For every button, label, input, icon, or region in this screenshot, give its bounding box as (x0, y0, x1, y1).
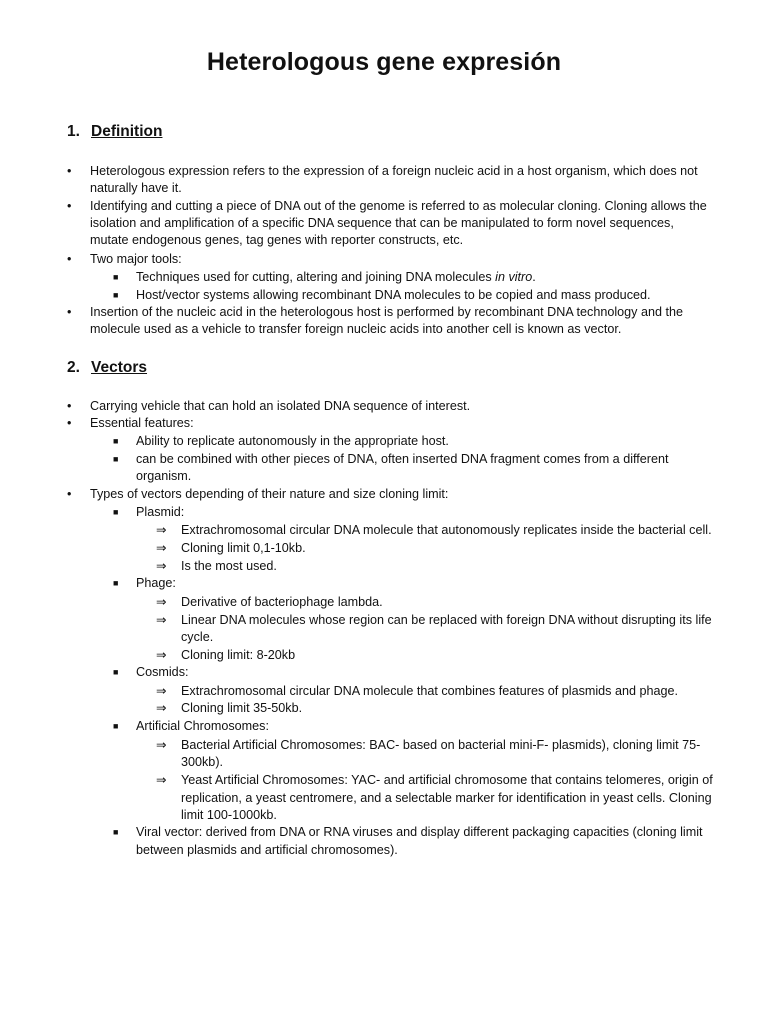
square-bullet-marker: ■ (113, 578, 119, 588)
section-number: 1. (67, 123, 80, 140)
yac-line-3: limit 100-1000kb. (181, 808, 277, 822)
artificial-chromosomes-label: Artificial Chromosomes: (136, 719, 269, 733)
bullet-marker: • (67, 399, 72, 413)
vectors-bullet-2-line-1: Essential features: (90, 416, 194, 430)
square-bullet-marker: ■ (113, 507, 119, 517)
tools-item-1-emphasis: in vitro (495, 270, 533, 284)
plasmid-item-2: Cloning limit 0,1-10kb. (181, 541, 306, 555)
definition-bullet-3-line-1: Two major tools: (90, 252, 182, 266)
phage-item-1: Derivative of bacteriophage lambda. (181, 595, 383, 609)
bac-line-2: 300kb). (181, 755, 224, 769)
section-title: Vectors (91, 359, 148, 376)
section-title: Definition (91, 123, 163, 140)
feature-item-2-line-1: can be combined with other pieces of DNA, often inserted DNA fragment comes from a different (136, 452, 669, 466)
arrow-marker: ⇒ (156, 559, 167, 573)
arrow-marker: ⇒ (156, 648, 167, 662)
tools-item-1-text: Techniques used for cutting, altering and joining DNA molecules (136, 270, 496, 284)
bullet-marker: • (67, 199, 72, 213)
definition-bullet-2-line-2: isolation and amplification of a specific DNA sequence that can be manipulated to form novel sequences, (90, 216, 674, 230)
feature-item-1: Ability to replicate autonomously in the appropriate host. (136, 434, 449, 448)
arrow-marker: ⇒ (156, 701, 167, 715)
bullet-marker: • (67, 252, 72, 266)
bullet-marker: • (67, 487, 72, 501)
arrow-marker: ⇒ (156, 613, 167, 627)
tools-item-1 (136, 269, 536, 286)
viral-vector-line-1: Viral vector: derived from DNA or RNA viruses and display different packaging capacities (cloning limit (136, 825, 703, 839)
definition-bullet-2-line-3: mutate endogenous genes, tag genes with reporter constructs, etc. (90, 233, 464, 247)
square-bullet-marker: ■ (113, 667, 119, 677)
square-bullet-marker: ■ (113, 290, 119, 300)
phage-item-2-line-1: Linear DNA molecules whose region can be replaced with foreign DNA without disrupting its life (181, 613, 712, 627)
bac-line-1: Bacterial Artificial Chromosomes: BAC- based on bacterial mini-F- plasmids), cloning limit 75- (181, 738, 701, 752)
plasmid-item-3: Is the most used. (181, 559, 277, 573)
yac-line-2: replication, a yeast centromere, and a selectable marker for identification in yeast cells. Cloning (181, 791, 712, 805)
arrow-marker: ⇒ (156, 684, 167, 698)
square-bullet-marker: ■ (113, 436, 119, 446)
bullet-marker: • (67, 305, 72, 319)
arrow-marker: ⇒ (156, 523, 167, 537)
page-title: Heterologous gene expresión (206, 48, 562, 76)
section-number: 2. (67, 359, 80, 376)
definition-bullet-1-line-2: naturally have it. (90, 181, 182, 195)
plasmid-label: Plasmid: (136, 505, 185, 519)
feature-item-2-line-2: organism. (136, 469, 192, 483)
cosmids-item-1: Extrachromosomal circular DNA molecule that combines features of plasmids and phage. (181, 684, 678, 698)
phage-item-3: Cloning limit: 8-20kb (181, 648, 296, 662)
bullet-marker: • (67, 164, 72, 178)
square-bullet-marker: ■ (113, 721, 119, 731)
cosmids-item-2: Cloning limit 35-50kb. (181, 701, 303, 715)
arrow-marker: ⇒ (156, 595, 167, 609)
cosmids-label: Cosmids: (136, 665, 189, 679)
section-heading-vectors (67, 359, 147, 377)
phage-label: Phage: (136, 576, 176, 590)
plasmid-item-1: Extrachromosomal circular DNA molecule that autonomously replicates inside the bacterial cell. (181, 523, 712, 537)
definition-bullet-1-line-1: Heterologous expression refers to the expression of a foreign nucleic acid in a host organism, which does not (90, 164, 698, 178)
tools-item-2: Host/vector systems allowing recombinant DNA molecules to be copied and mass produced. (136, 288, 651, 302)
square-bullet-marker: ■ (113, 827, 119, 837)
phage-item-2-line-2: cycle. (181, 630, 214, 644)
bullet-marker: • (67, 416, 72, 430)
arrow-marker: ⇒ (156, 541, 167, 555)
definition-bullet-4-line-1: Insertion of the nucleic acid in the heterologous host is performed by recombinant DNA technology and the (90, 305, 683, 319)
vectors-bullet-1: Carrying vehicle that can hold an isolated DNA sequence of interest. (90, 399, 471, 413)
definition-bullet-4-line-2: molecule used as a vehicle to transfer foreign nucleic acids into another cell is known as vector. (90, 322, 622, 336)
section-heading-definition (67, 123, 162, 141)
square-bullet-marker: ■ (113, 272, 119, 282)
square-bullet-marker: ■ (113, 454, 119, 464)
yac-line-1: Yeast Artificial Chromosomes: YAC- and artificial chromosome that contains telomeres, origin of (181, 773, 713, 787)
viral-vector-line-2: between plasmids and artificial chromosomes). (136, 843, 398, 857)
arrow-marker: ⇒ (156, 773, 167, 787)
vectors-bullet-3-line-1: Types of vectors depending of their nature and size cloning limit: (90, 487, 449, 501)
tools-item-1-end: . (532, 270, 536, 284)
definition-bullet-2-line-1: Identifying and cutting a piece of DNA out of the genome is referred to as molecular cloning. Cloning allows the (90, 199, 707, 213)
arrow-marker: ⇒ (156, 738, 167, 752)
